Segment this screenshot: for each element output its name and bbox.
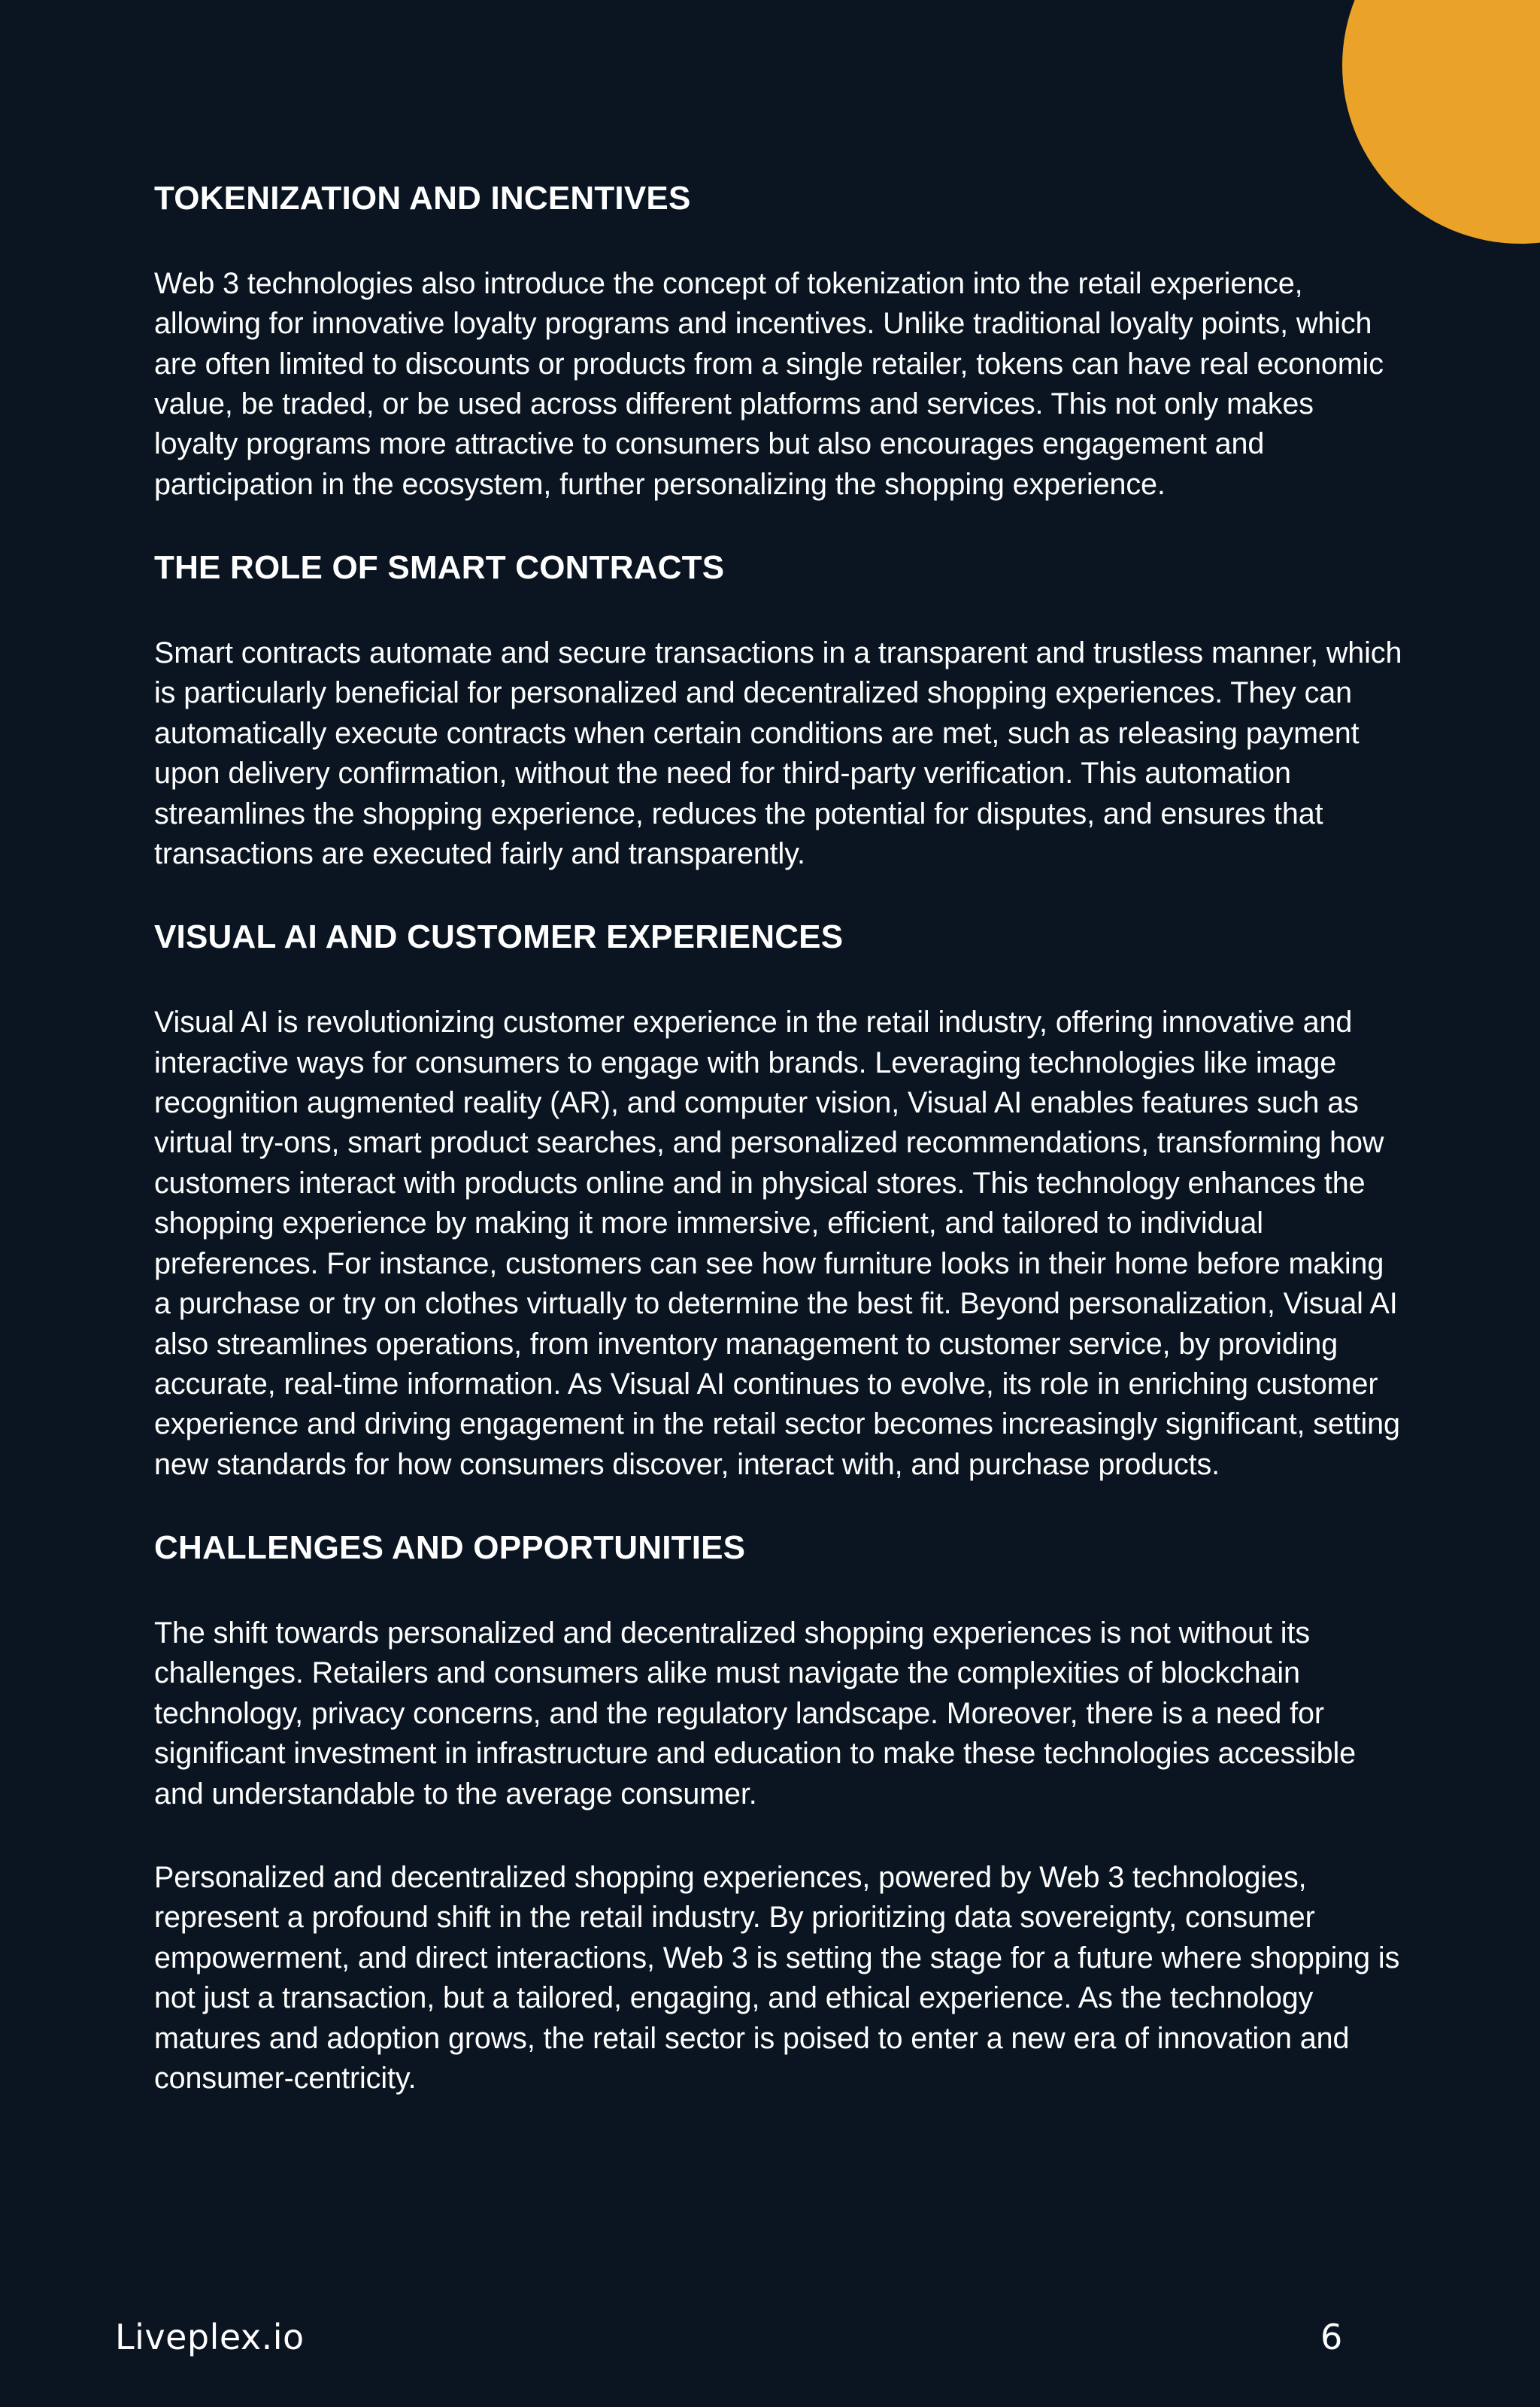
section-heading-smart-contracts: THE ROLE OF SMART CONTRACTS: [154, 549, 725, 587]
section-heading-challenges: CHALLENGES AND OPPORTUNITIES: [154, 1529, 746, 1567]
section-paragraph-challenges: The shift towards personalized and decentralized shopping experiences is not without its challenges. Retailers and consumers alike must navigate the complexities of blockchain technology, privacy concerns, and the regulatory landscape. Moreover, there is a need for significant investment in infrastructure and education to make these technologies accessible and understandable to the average consumer.: [154, 1616, 1357, 1811]
section-heading-visual-ai: VISUAL AI AND CUSTOMER EXPERIENCES: [154, 918, 844, 956]
section-paragraph-visual-ai: Visual AI is revolutionizing customer experience in the retail industry, offering innovative and interactive ways for consumers to engage with brands. Leveraging technologies like image recognition augmented reality (AR), and computer vision, Visual AI enables features such as virtual try-ons, smart product searches, and personalized recommendations, transforming how customers interact with products online and in physical stores. This technology enhances the shopping experience by making it more immersive, efficient, and tailored to individual preferences. For instance, customers can see how furniture looks in their home before making a purchase or try on clothes virtually to determine the best fit. Beyond personalization, Visual AI also streamlines operations, from inventory management to customer service, by providing accurate, real-time information. As Visual AI continues to evolve, its role in enriching customer experience and driving engagement in the retail sector becomes increasingly significant, setting new standards for how consumers discover, interact with, and purchase products.: [154, 1006, 1400, 1481]
section-paragraph-tokenization: Web 3 technologies also introduce the concept of tokenization into the retail experience, allowing for innovative loyalty programs and incentives. Unlike traditional loyalty points, which are often limited to discounts or products from a single retailer, tokens can have real economic value, be traded, or be used across different platforms and services. This not only makes loyalty programs more attractive to consumers but also encourages engagement and participation in the ecosystem, further personalizing the shopping experience.: [154, 266, 1384, 501]
section-paragraph-conclusion: Personalized and decentralized shopping experiences, powered by Web 3 technologies, represent a profound shift in the retail industry. By prioritizing data sovereignty, consumer empowerment, and direct interactions, Web 3 is setting the stage for a future where shopping is not just a transaction, but a tailored, engaging, and ethical experience. As the technology matures and adoption grows, the retail sector is poised to enter a new era of innovation and consumer-centricity.: [154, 1860, 1400, 2095]
page-number: 6: [1320, 2317, 1343, 2357]
section-paragraph-smart-contracts: Smart contracts automate and secure transactions in a transparent and trustless manner, which is particularly beneficial for personalized and decentralized shopping experiences. They can automatically execute contracts when certain conditions are met, such as releasing payment upon delivery confirmation, without the need for third-party verification. This automation streamlines the shopping experience, reduces the potential for disputes, and ensures that transactions are executed fairly and transparently.: [154, 636, 1402, 871]
section-heading-tokenization: TOKENIZATION AND INCENTIVES: [154, 180, 691, 217]
footer-brand-name: Liveplex.io: [115, 2317, 305, 2357]
document-body: [154, 179, 1402, 2142]
